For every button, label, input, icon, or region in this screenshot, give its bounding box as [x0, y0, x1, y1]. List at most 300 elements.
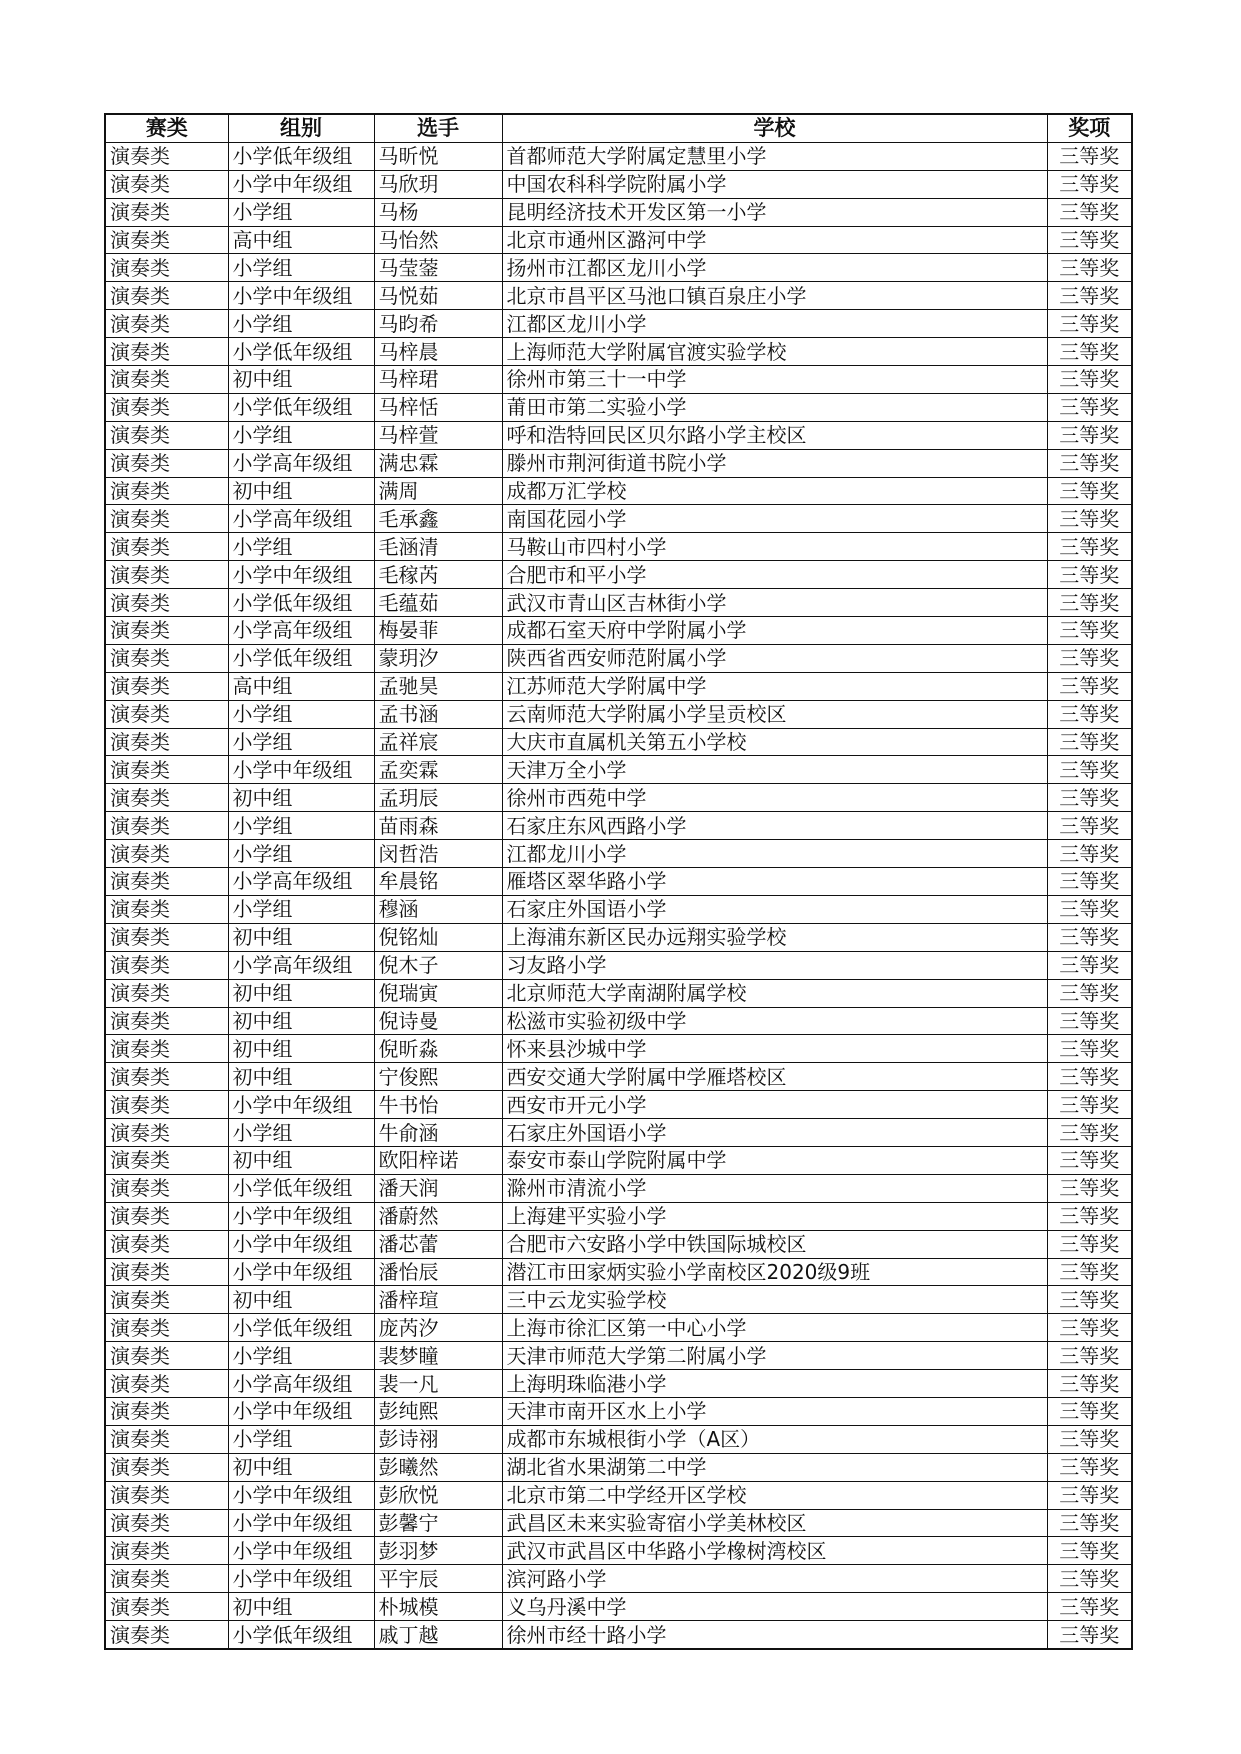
cell-school: 云南师范大学附属小学呈贡校区: [502, 700, 1047, 728]
cell-school: 石家庄东风西路小学: [502, 812, 1047, 840]
cell-group: 小学组: [228, 1342, 374, 1370]
cell-award: 三等奖: [1047, 477, 1132, 505]
cell-group: 小学组: [228, 198, 374, 226]
cell-contestant: 潘蔚然: [374, 1202, 502, 1230]
table-row: [105, 1007, 1132, 1035]
cell-group: 小学中年级组: [228, 1509, 374, 1537]
cell-category: 演奏类: [105, 310, 228, 338]
cell-group: 小学中年级组: [228, 1565, 374, 1593]
cell-category: 演奏类: [105, 533, 228, 561]
cell-group: 初中组: [228, 366, 374, 394]
cell-award: 三等奖: [1047, 979, 1132, 1007]
cell-contestant: 满周: [374, 477, 502, 505]
cell-award: 三等奖: [1047, 1119, 1132, 1147]
cell-school: 上海市徐汇区第一中心小学: [502, 1314, 1047, 1342]
cell-group: 小学低年级组: [228, 393, 374, 421]
cell-category: 演奏类: [105, 1035, 228, 1063]
cell-award: 三等奖: [1047, 895, 1132, 923]
cell-award: 三等奖: [1047, 756, 1132, 784]
cell-award: 三等奖: [1047, 868, 1132, 896]
cell-award: 三等奖: [1047, 1063, 1132, 1091]
cell-school: 上海明珠临港小学: [502, 1370, 1047, 1398]
cell-contestant: 倪铭灿: [374, 923, 502, 951]
cell-contestant: 宁俊熙: [374, 1063, 502, 1091]
table-row: [105, 1146, 1132, 1174]
cell-school: 成都万汇学校: [502, 477, 1047, 505]
cell-category: 演奏类: [105, 951, 228, 979]
table-row: [105, 421, 1132, 449]
cell-award: 三等奖: [1047, 589, 1132, 617]
cell-school: 怀来县沙城中学: [502, 1035, 1047, 1063]
table-row: [105, 1593, 1132, 1621]
cell-category: 演奏类: [105, 1565, 228, 1593]
table-row: [105, 951, 1132, 979]
cell-category: 演奏类: [105, 1537, 228, 1565]
table-row: [105, 366, 1132, 394]
cell-contestant: 倪昕淼: [374, 1035, 502, 1063]
cell-award: 三等奖: [1047, 672, 1132, 700]
cell-contestant: 牟晨铭: [374, 868, 502, 896]
cell-award: 三等奖: [1047, 505, 1132, 533]
cell-category: 演奏类: [105, 1202, 228, 1230]
cell-category: 演奏类: [105, 700, 228, 728]
table-row: [105, 1035, 1132, 1063]
cell-school: 松滋市实验初级中学: [502, 1007, 1047, 1035]
table-row: [105, 533, 1132, 561]
cell-school: 石家庄外国语小学: [502, 1119, 1047, 1147]
cell-category: 演奏类: [105, 923, 228, 951]
table-row: [105, 198, 1132, 226]
cell-contestant: 毛蕴茹: [374, 589, 502, 617]
cell-school: 江都龙川小学: [502, 840, 1047, 868]
cell-category: 演奏类: [105, 1314, 228, 1342]
table-row: [105, 1091, 1132, 1119]
cell-group: 初中组: [228, 979, 374, 1007]
cell-contestant: 马悦茹: [374, 282, 502, 310]
cell-group: 小学高年级组: [228, 1370, 374, 1398]
cell-category: 演奏类: [105, 1481, 228, 1509]
cell-category: 演奏类: [105, 1453, 228, 1481]
table-row: [105, 226, 1132, 254]
cell-group: 小学低年级组: [228, 644, 374, 672]
cell-school: 合肥市六安路小学中铁国际城校区: [502, 1230, 1047, 1258]
cell-group: 小学组: [228, 533, 374, 561]
cell-contestant: 孟祥宸: [374, 728, 502, 756]
cell-category: 演奏类: [105, 672, 228, 700]
cell-contestant: 孟驰昊: [374, 672, 502, 700]
cell-school: 武昌区未来实验寄宿小学美林校区: [502, 1509, 1047, 1537]
table-row: [105, 784, 1132, 812]
cell-group: 初中组: [228, 1453, 374, 1481]
table-row: [105, 1370, 1132, 1398]
cell-award: 三等奖: [1047, 393, 1132, 421]
cell-category: 演奏类: [105, 1370, 228, 1398]
cell-award: 三等奖: [1047, 338, 1132, 366]
cell-category: 演奏类: [105, 1063, 228, 1091]
table-row: [105, 1425, 1132, 1453]
cell-category: 演奏类: [105, 1397, 228, 1425]
cell-category: 演奏类: [105, 1425, 228, 1453]
table-row: [105, 617, 1132, 645]
cell-contestant: 马昀希: [374, 310, 502, 338]
cell-award: 三等奖: [1047, 282, 1132, 310]
cell-award: 三等奖: [1047, 951, 1132, 979]
cell-group: 小学高年级组: [228, 868, 374, 896]
header-award: 奖项: [1047, 114, 1132, 142]
table-row: [105, 672, 1132, 700]
cell-category: 演奏类: [105, 366, 228, 394]
cell-contestant: 梅晏菲: [374, 617, 502, 645]
table-row: [105, 1174, 1132, 1202]
cell-category: 演奏类: [105, 812, 228, 840]
cell-contestant: 潘怡辰: [374, 1258, 502, 1286]
cell-school: 北京市第二中学经开区学校: [502, 1481, 1047, 1509]
cell-award: 三等奖: [1047, 617, 1132, 645]
cell-group: 小学组: [228, 728, 374, 756]
cell-school: 武汉市武昌区中华路小学橡树湾校区: [502, 1537, 1047, 1565]
cell-category: 演奏类: [105, 728, 228, 756]
cell-award: 三等奖: [1047, 1258, 1132, 1286]
cell-group: 小学组: [228, 1425, 374, 1453]
cell-group: 初中组: [228, 1286, 374, 1314]
cell-school: 大庆市直属机关第五小学校: [502, 728, 1047, 756]
cell-group: 小学中年级组: [228, 1537, 374, 1565]
cell-group: 初中组: [228, 1007, 374, 1035]
cell-award: 三等奖: [1047, 1397, 1132, 1425]
cell-contestant: 彭诗祤: [374, 1425, 502, 1453]
cell-school: 莆田市第二实验小学: [502, 393, 1047, 421]
cell-category: 演奏类: [105, 840, 228, 868]
cell-award: 三等奖: [1047, 1593, 1132, 1621]
cell-contestant: 马昕悦: [374, 142, 502, 170]
table-row: [105, 1063, 1132, 1091]
table-row: [105, 979, 1132, 1007]
cell-category: 演奏类: [105, 1593, 228, 1621]
cell-contestant: 孟玥辰: [374, 784, 502, 812]
cell-category: 演奏类: [105, 1007, 228, 1035]
cell-group: 小学中年级组: [228, 170, 374, 198]
cell-school: 合肥市和平小学: [502, 561, 1047, 589]
table-row: [105, 170, 1132, 198]
cell-school: 石家庄外国语小学: [502, 895, 1047, 923]
cell-school: 义乌丹溪中学: [502, 1593, 1047, 1621]
cell-school: 马鞍山市四村小学: [502, 533, 1047, 561]
cell-school: 昆明经济技术开发区第一小学: [502, 198, 1047, 226]
cell-award: 三等奖: [1047, 310, 1132, 338]
cell-award: 三等奖: [1047, 1091, 1132, 1119]
table-row: [105, 338, 1132, 366]
cell-group: 小学中年级组: [228, 756, 374, 784]
cell-category: 演奏类: [105, 1509, 228, 1537]
cell-group: 小学高年级组: [228, 505, 374, 533]
cell-school: 泰安市泰山学院附属中学: [502, 1146, 1047, 1174]
cell-school: 天津市南开区水上小学: [502, 1397, 1047, 1425]
cell-group: 小学组: [228, 421, 374, 449]
cell-group: 小学中年级组: [228, 1481, 374, 1509]
cell-category: 演奏类: [105, 561, 228, 589]
cell-award: 三等奖: [1047, 1621, 1132, 1649]
cell-award: 三等奖: [1047, 421, 1132, 449]
table-header-row: [105, 114, 1132, 142]
results-sheet: [104, 113, 1131, 1650]
cell-group: 小学中年级组: [228, 1397, 374, 1425]
cell-group: 小学组: [228, 1119, 374, 1147]
cell-school: 北京市昌平区马池口镇百泉庄小学: [502, 282, 1047, 310]
cell-school: 天津万全小学: [502, 756, 1047, 784]
cell-group: 初中组: [228, 784, 374, 812]
table-row: [105, 1481, 1132, 1509]
cell-category: 演奏类: [105, 1342, 228, 1370]
cell-contestant: 裴一凡: [374, 1370, 502, 1398]
cell-category: 演奏类: [105, 142, 228, 170]
cell-group: 小学低年级组: [228, 338, 374, 366]
cell-contestant: 倪瑞寅: [374, 979, 502, 1007]
header-group: 组别: [228, 114, 374, 142]
cell-contestant: 毛涵清: [374, 533, 502, 561]
table-row: [105, 1509, 1132, 1537]
cell-category: 演奏类: [105, 617, 228, 645]
cell-school: 湖北省水果湖第二中学: [502, 1453, 1047, 1481]
cell-school: 雁塔区翠华路小学: [502, 868, 1047, 896]
cell-school: 习友路小学: [502, 951, 1047, 979]
cell-category: 演奏类: [105, 449, 228, 477]
cell-contestant: 朴城模: [374, 1593, 502, 1621]
cell-group: 高中组: [228, 226, 374, 254]
cell-group: 小学低年级组: [228, 589, 374, 617]
table-row: [105, 310, 1132, 338]
table-row: [105, 1453, 1132, 1481]
cell-category: 演奏类: [105, 1174, 228, 1202]
cell-contestant: 孟书涵: [374, 700, 502, 728]
cell-award: 三等奖: [1047, 561, 1132, 589]
cell-group: 小学高年级组: [228, 951, 374, 979]
cell-category: 演奏类: [105, 1146, 228, 1174]
cell-category: 演奏类: [105, 1119, 228, 1147]
table-row: [105, 756, 1132, 784]
table-row: [105, 1397, 1132, 1425]
cell-group: 小学低年级组: [228, 1314, 374, 1342]
cell-contestant: 闵哲浩: [374, 840, 502, 868]
cell-school: 成都石室天府中学附属小学: [502, 617, 1047, 645]
cell-category: 演奏类: [105, 784, 228, 812]
cell-award: 三等奖: [1047, 1286, 1132, 1314]
table-row: [105, 1258, 1132, 1286]
cell-school: 北京市通州区潞河中学: [502, 226, 1047, 254]
cell-school: 江苏师范大学附属中学: [502, 672, 1047, 700]
cell-contestant: 倪木子: [374, 951, 502, 979]
cell-award: 三等奖: [1047, 700, 1132, 728]
table-row: [105, 868, 1132, 896]
cell-school: 上海建平实验小学: [502, 1202, 1047, 1230]
cell-category: 演奏类: [105, 198, 228, 226]
table-row: [105, 728, 1132, 756]
cell-school: 北京师范大学南湖附属学校: [502, 979, 1047, 1007]
cell-award: 三等奖: [1047, 449, 1132, 477]
cell-contestant: 毛承鑫: [374, 505, 502, 533]
cell-group: 小学中年级组: [228, 1202, 374, 1230]
cell-school: 徐州市经十路小学: [502, 1621, 1047, 1649]
cell-contestant: 牛俞涵: [374, 1119, 502, 1147]
cell-contestant: 倪诗曼: [374, 1007, 502, 1035]
cell-school: 滨河路小学: [502, 1565, 1047, 1593]
cell-school: 江都区龙川小学: [502, 310, 1047, 338]
cell-group: 小学中年级组: [228, 282, 374, 310]
table-row: [105, 1342, 1132, 1370]
cell-group: 小学高年级组: [228, 449, 374, 477]
cell-contestant: 潘芯蕾: [374, 1230, 502, 1258]
cell-category: 演奏类: [105, 1621, 228, 1649]
table-row: [105, 700, 1132, 728]
cell-school: 成都市东城根街小学（A区）: [502, 1425, 1047, 1453]
cell-contestant: 裴梦瞳: [374, 1342, 502, 1370]
table-row: [105, 393, 1132, 421]
cell-contestant: 庞芮汐: [374, 1314, 502, 1342]
cell-award: 三等奖: [1047, 533, 1132, 561]
table-row: [105, 923, 1132, 951]
cell-group: 初中组: [228, 1146, 374, 1174]
cell-category: 演奏类: [105, 505, 228, 533]
cell-school: 呼和浩特回民区贝尔路小学主校区: [502, 421, 1047, 449]
cell-award: 三等奖: [1047, 198, 1132, 226]
cell-school: 西安市开元小学: [502, 1091, 1047, 1119]
cell-award: 三等奖: [1047, 1202, 1132, 1230]
cell-award: 三等奖: [1047, 1370, 1132, 1398]
table-row: [105, 812, 1132, 840]
cell-award: 三等奖: [1047, 1481, 1132, 1509]
cell-award: 三等奖: [1047, 784, 1132, 812]
cell-award: 三等奖: [1047, 1342, 1132, 1370]
table-row: [105, 1202, 1132, 1230]
table-row: [105, 1119, 1132, 1147]
cell-contestant: 马梓萱: [374, 421, 502, 449]
cell-group: 小学组: [228, 700, 374, 728]
cell-group: 小学组: [228, 310, 374, 338]
cell-group: 小学低年级组: [228, 1174, 374, 1202]
cell-award: 三等奖: [1047, 1035, 1132, 1063]
table-row: [105, 477, 1132, 505]
cell-contestant: 彭馨宁: [374, 1509, 502, 1537]
cell-award: 三等奖: [1047, 366, 1132, 394]
cell-award: 三等奖: [1047, 1230, 1132, 1258]
cell-contestant: 马梓恬: [374, 393, 502, 421]
table-row: [105, 644, 1132, 672]
cell-group: 初中组: [228, 477, 374, 505]
cell-category: 演奏类: [105, 254, 228, 282]
cell-school: 上海师范大学附属官渡实验学校: [502, 338, 1047, 366]
cell-group: 小学中年级组: [228, 561, 374, 589]
cell-award: 三等奖: [1047, 812, 1132, 840]
cell-contestant: 马欣玥: [374, 170, 502, 198]
table-row: [105, 1286, 1132, 1314]
table-row: [105, 449, 1132, 477]
cell-category: 演奏类: [105, 338, 228, 366]
cell-contestant: 马杨: [374, 198, 502, 226]
cell-contestant: 蒙玥汐: [374, 644, 502, 672]
table-body: [105, 142, 1132, 1649]
cell-award: 三等奖: [1047, 1146, 1132, 1174]
cell-category: 演奏类: [105, 1091, 228, 1119]
cell-contestant: 马莹蓥: [374, 254, 502, 282]
cell-school: 徐州市第三十一中学: [502, 366, 1047, 394]
results-table: [104, 113, 1133, 1650]
cell-group: 小学高年级组: [228, 617, 374, 645]
cell-contestant: 欧阳梓诺: [374, 1146, 502, 1174]
cell-contestant: 马梓珺: [374, 366, 502, 394]
header-category: 赛类: [105, 114, 228, 142]
cell-category: 演奏类: [105, 589, 228, 617]
cell-category: 演奏类: [105, 756, 228, 784]
cell-category: 演奏类: [105, 644, 228, 672]
cell-award: 三等奖: [1047, 840, 1132, 868]
cell-category: 演奏类: [105, 282, 228, 310]
cell-category: 演奏类: [105, 895, 228, 923]
cell-award: 三等奖: [1047, 1509, 1132, 1537]
cell-category: 演奏类: [105, 1258, 228, 1286]
table-row: [105, 505, 1132, 533]
cell-award: 三等奖: [1047, 923, 1132, 951]
table-row: [105, 254, 1132, 282]
cell-school: 滁州市清流小学: [502, 1174, 1047, 1202]
cell-contestant: 彭欣悦: [374, 1481, 502, 1509]
cell-school: 天津市师范大学第二附属小学: [502, 1342, 1047, 1370]
cell-contestant: 牛书怡: [374, 1091, 502, 1119]
table-row: [105, 142, 1132, 170]
cell-award: 三等奖: [1047, 1425, 1132, 1453]
cell-group: 小学低年级组: [228, 142, 374, 170]
table-row: [105, 282, 1132, 310]
cell-category: 演奏类: [105, 477, 228, 505]
cell-contestant: 彭曦然: [374, 1453, 502, 1481]
cell-category: 演奏类: [105, 393, 228, 421]
cell-contestant: 孟奕霖: [374, 756, 502, 784]
cell-school: 扬州市江都区龙川小学: [502, 254, 1047, 282]
table-row: [105, 1314, 1132, 1342]
table-row: [105, 1621, 1132, 1649]
cell-category: 演奏类: [105, 1230, 228, 1258]
cell-school: 滕州市荆河街道书院小学: [502, 449, 1047, 477]
table-row: [105, 1537, 1132, 1565]
cell-school: 南国花园小学: [502, 505, 1047, 533]
cell-award: 三等奖: [1047, 1174, 1132, 1202]
cell-group: 小学中年级组: [228, 1258, 374, 1286]
cell-award: 三等奖: [1047, 142, 1132, 170]
header-contestant: 选手: [374, 114, 502, 142]
table-row: [105, 561, 1132, 589]
cell-contestant: 平宇辰: [374, 1565, 502, 1593]
cell-award: 三等奖: [1047, 1453, 1132, 1481]
cell-category: 演奏类: [105, 170, 228, 198]
cell-award: 三等奖: [1047, 644, 1132, 672]
cell-award: 三等奖: [1047, 1007, 1132, 1035]
cell-contestant: 满忠霖: [374, 449, 502, 477]
table-row: [105, 589, 1132, 617]
cell-school: 潜江市田家炳实验小学南校区2020级9班: [502, 1258, 1047, 1286]
cell-contestant: 马梓晨: [374, 338, 502, 366]
cell-award: 三等奖: [1047, 1565, 1132, 1593]
cell-group: 小学低年级组: [228, 1621, 374, 1649]
cell-group: 初中组: [228, 1035, 374, 1063]
cell-group: 小学组: [228, 254, 374, 282]
cell-contestant: 毛稼芮: [374, 561, 502, 589]
cell-contestant: 苗雨森: [374, 812, 502, 840]
table-row: [105, 895, 1132, 923]
cell-group: 小学组: [228, 895, 374, 923]
cell-school: 首都师范大学附属定慧里小学: [502, 142, 1047, 170]
table-row: [105, 840, 1132, 868]
cell-group: 小学组: [228, 840, 374, 868]
cell-school: 陕西省西安师范附属小学: [502, 644, 1047, 672]
cell-award: 三等奖: [1047, 226, 1132, 254]
